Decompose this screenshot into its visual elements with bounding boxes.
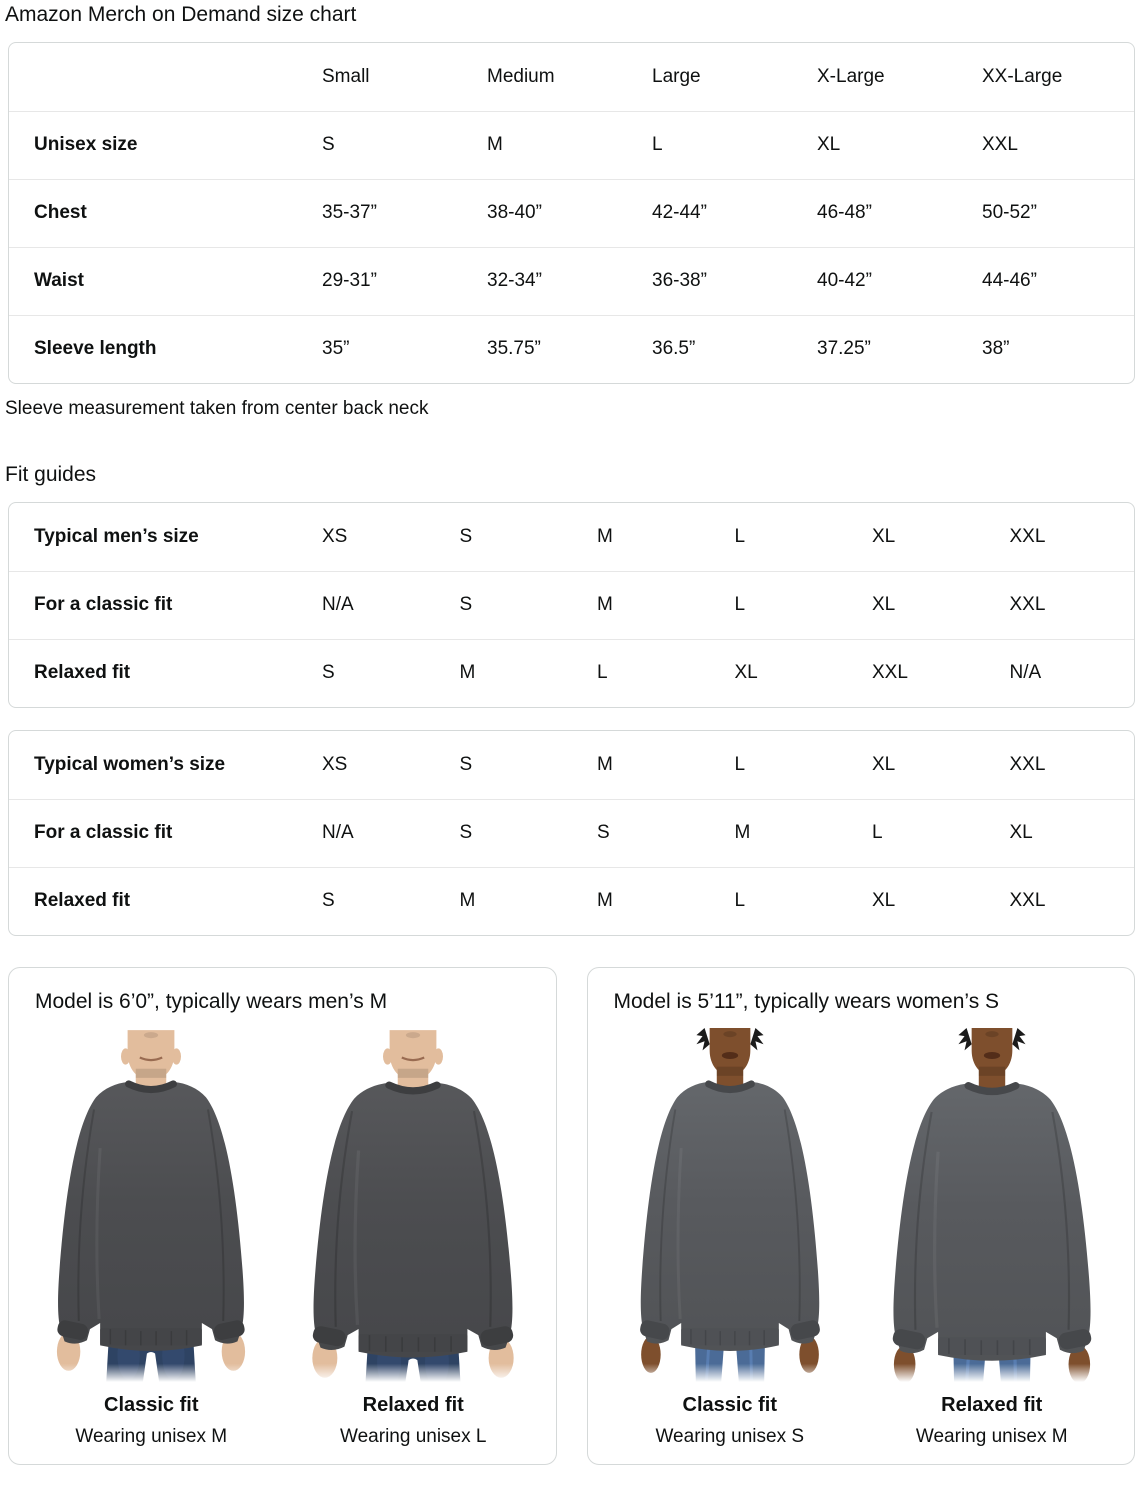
row-label: Sleeve length (9, 315, 309, 383)
size-value-cell: XXL (859, 639, 997, 707)
size-value-cell: XL (804, 111, 969, 179)
size-value-cell: S (459, 753, 473, 775)
row-label: Chest (9, 179, 309, 247)
column-header: X-Large (817, 65, 885, 87)
size-value-cell: S (309, 111, 474, 179)
size-value-cell: 35.75” (474, 315, 639, 383)
size-value-cell: S (447, 799, 585, 867)
size-value-cell: 37.25” (804, 315, 969, 383)
size-value-cell: XXL (1009, 753, 1046, 775)
table-row (9, 179, 1134, 247)
size-value-cell: S (459, 525, 473, 547)
size-value-cell: XXL (969, 111, 1134, 179)
row-label: Typical men’s size (34, 525, 199, 547)
mens-fit-table (8, 502, 1135, 708)
size-value-cell: M (584, 867, 722, 935)
size-value-cell: L (734, 753, 746, 775)
table-row (9, 639, 1134, 707)
male-model-relaxed-fit-photo (289, 1026, 537, 1382)
row-label: Typical women’s size (34, 753, 226, 775)
column-header: XX-Large (982, 65, 1063, 87)
size-value-cell: XXL (997, 867, 1135, 935)
size-value-cell: N/A (309, 799, 447, 867)
womens-model-card (587, 967, 1136, 1465)
mens-model-card-title: Model is 6’0”, typically wears men’s M (35, 990, 388, 1013)
size-value-cell: M (447, 867, 585, 935)
size-value-cell: 40-42” (804, 247, 969, 315)
size-value-cell: XL (997, 799, 1135, 867)
corner-cell (9, 43, 309, 111)
wearing-label: Wearing unisex M (915, 1426, 1068, 1447)
size-value-cell: M (722, 799, 860, 867)
size-value-cell: L (639, 111, 804, 179)
size-value-cell: 46-48” (804, 179, 969, 247)
size-value-cell: 36.5” (639, 315, 804, 383)
size-value-cell: 42-44” (639, 179, 804, 247)
table-row (9, 799, 1134, 867)
size-value-cell: L (584, 639, 722, 707)
size-value-cell: XXL (1009, 525, 1046, 547)
male-model-classic-fit-photo (27, 1026, 275, 1382)
size-value-cell: M (447, 639, 585, 707)
size-value-cell: XXL (997, 571, 1135, 639)
size-value-cell: 44-46” (969, 247, 1134, 315)
row-label: Relaxed fit (9, 867, 309, 935)
row-label: Relaxed fit (9, 639, 309, 707)
womens-fit-table (8, 730, 1135, 936)
column-header: Large (652, 65, 701, 87)
column-header: Medium (487, 65, 555, 87)
size-value-cell: XL (872, 753, 896, 775)
size-value-cell: 50-52” (969, 179, 1134, 247)
size-value-cell: L (722, 571, 860, 639)
womens-model-card-title: Model is 5’11”, typically wears women’s S (613, 990, 1000, 1013)
size-value-cell: 35” (309, 315, 474, 383)
size-value-cell: S (309, 639, 447, 707)
size-value-cell: M (584, 571, 722, 639)
male-relaxed-fit-figure (289, 1026, 537, 1448)
page-title: Amazon Merch on Demand size chart (5, 3, 357, 26)
size-value-cell: S (447, 571, 585, 639)
male-classic-fit-figure (27, 1026, 275, 1448)
table-row (9, 503, 1134, 571)
size-value-cell: XL (722, 639, 860, 707)
wearing-label: Wearing unisex S (655, 1426, 805, 1447)
fit-label: Classic fit (104, 1394, 199, 1416)
fit-label: Relaxed fit (941, 1394, 1043, 1416)
wearing-label: Wearing unisex M (75, 1426, 228, 1447)
size-value-cell: N/A (309, 571, 447, 639)
size-value-cell: 35-37” (309, 179, 474, 247)
size-value-cell: S (309, 867, 447, 935)
row-label: Unisex size (9, 111, 309, 179)
column-header: Small (322, 65, 370, 87)
size-value-cell: M (597, 753, 613, 775)
size-value-cell: M (474, 111, 639, 179)
row-label: Waist (9, 247, 309, 315)
table-row (9, 111, 1134, 179)
model-cards (8, 967, 1135, 1465)
size-value-cell: XS (322, 753, 348, 775)
size-value-cell: XL (859, 571, 997, 639)
table-row (9, 315, 1134, 383)
size-value-cell: 29-31” (309, 247, 474, 315)
size-value-cell: XL (859, 867, 997, 935)
fit-guides-heading: Fit guides (5, 463, 97, 486)
size-value-cell: 32-34” (474, 247, 639, 315)
female-relaxed-fit-figure (868, 1026, 1116, 1448)
size-value-cell: XL (872, 525, 896, 547)
fit-label: Classic fit (682, 1394, 777, 1416)
sleeve-measurement-note: Sleeve measurement taken from center back neck (5, 398, 429, 419)
female-model-classic-fit-photo (606, 1026, 854, 1382)
table-row (9, 867, 1134, 935)
size-value-cell: L (722, 867, 860, 935)
row-label: For a classic fit (9, 799, 309, 867)
table-row (9, 247, 1134, 315)
size-value-cell: 36-38” (639, 247, 804, 315)
size-value-cell: L (859, 799, 997, 867)
table-row (9, 731, 1134, 799)
size-value-cell: XS (322, 525, 348, 547)
size-table (8, 42, 1135, 384)
row-label: For a classic fit (9, 571, 309, 639)
female-classic-fit-figure (606, 1026, 854, 1448)
table-row (9, 571, 1134, 639)
fit-label: Relaxed fit (362, 1394, 464, 1416)
size-value-cell: M (597, 525, 613, 547)
size-value-cell: N/A (997, 639, 1135, 707)
size-value-cell: 38-40” (474, 179, 639, 247)
size-value-cell: L (734, 525, 746, 547)
wearing-label: Wearing unisex L (340, 1426, 487, 1447)
female-model-relaxed-fit-photo (868, 1026, 1116, 1382)
mens-model-card (8, 967, 557, 1465)
size-value-cell: S (584, 799, 722, 867)
size-value-cell: 38” (969, 315, 1134, 383)
